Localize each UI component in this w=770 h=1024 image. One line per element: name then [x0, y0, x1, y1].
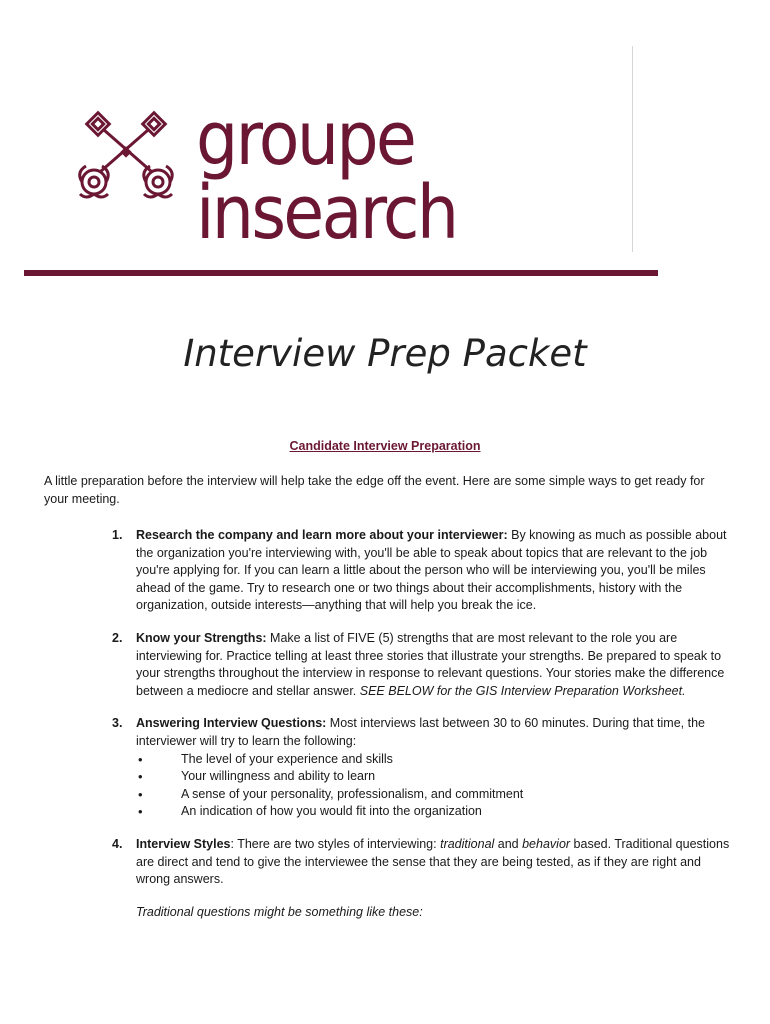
company-logo — [72, 96, 612, 256]
item-body: Make a list of FIVE (5) strengths that are most relevant to the role you are interviewing for. Practice telling at least three stories that illustrate your strengths. Be prepared to speak to your strengths throughout the interview in response to relevant questions. Your stories make the difference between a mediocre and stellar answer. — [136, 630, 725, 698]
item-heading: Answering Interview Questions: — [136, 716, 327, 731]
item-number: 1. — [112, 528, 123, 542]
intro-paragraph: A little preparation before the interview will help take the edge off the event. Here are some simple ways to get ready for your meeting. — [44, 474, 705, 506]
brand-name: groupe insearch — [196, 96, 457, 256]
emphasis-behavior: behavior — [522, 836, 571, 851]
item-body: : There are two styles of interviewing: — [230, 836, 441, 851]
item-number: 2. — [112, 630, 123, 645]
crossed-keys-icon — [72, 108, 188, 204]
item-heading: Research the company and learn more about your interviewer: — [136, 528, 508, 542]
item-heading: Interview Styles — [136, 836, 231, 851]
bullet-item: • An indication of how you would fit into the organization — [136, 803, 732, 821]
header-rule — [24, 270, 658, 276]
emphasis-traditional: traditional — [440, 836, 495, 851]
item-number: 4. — [112, 836, 123, 851]
list-item — [112, 527, 732, 615]
bullet-list — [136, 751, 732, 821]
traditional-questions-intro: Traditional questions might be something like these: — [136, 904, 423, 919]
bullet-item: • The level of your experience and skills — [136, 751, 732, 769]
item-body: based. Traditional questions are direct and tend to give the interviewee the sense that they are being tested, as if they are right and wrong answers. — [136, 836, 730, 887]
worksheet-note: SEE BELOW for the GIS Interview Preparation Worksheet. — [359, 683, 686, 698]
item-body: By knowing as much as possible about the organization you're interviewing with, you'll be able to speak about topics that are relevant to the job you're applying for. If you can learn a little about the person who will be interviewing you, you'll be miles ahead of the game. Try to research one or two things about their accomplishments, history with the organization, outside interests—anything that will help you break the ice. — [136, 528, 727, 613]
header-divider — [632, 46, 633, 252]
bullet-item: • Your willingness and ability to learn — [136, 768, 732, 786]
section-heading: Candidate Interview Preparation — [289, 439, 481, 453]
item-body: Most interviews last between 30 to 60 minutes. During that time, the interviewer will try to learn the following: — [136, 716, 705, 748]
item-number: 3. — [112, 716, 123, 731]
item-body: and — [494, 836, 523, 851]
preparation-list — [112, 527, 732, 936]
list-item — [112, 630, 732, 700]
list-item — [112, 836, 732, 921]
bullet-item: • A sense of your personality, professionalism, and commitment — [136, 786, 732, 804]
list-item — [112, 715, 732, 821]
document-title: Interview Prep Packet — [183, 332, 587, 375]
item-heading: Know your Strengths: — [136, 630, 267, 645]
